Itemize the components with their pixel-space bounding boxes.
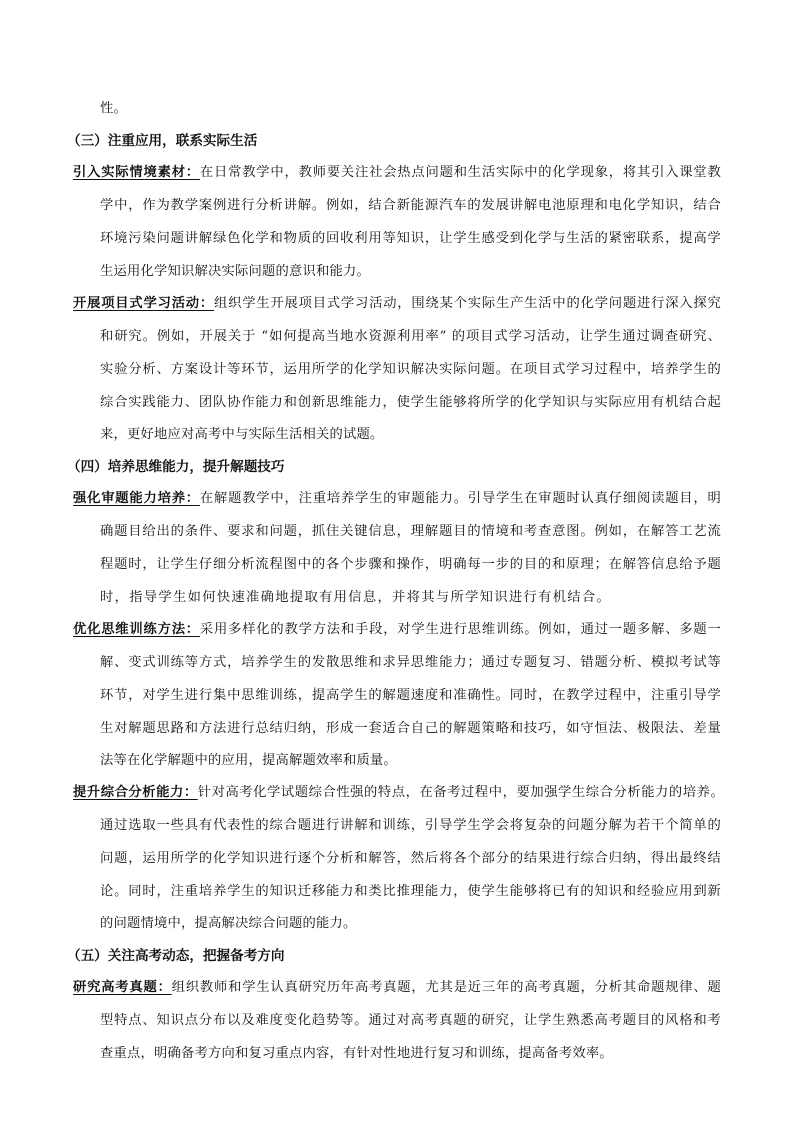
line-text: 查重点，明确备考方向和复习重点内容，有针对性地进行复习和训练，提高备考效率。 bbox=[100, 1046, 613, 1061]
line-text: 采用多样化的教学方法和手段，对学生进行思维训练。例如，通过一题多解、多题一 bbox=[199, 622, 721, 637]
line-text: 论。同时，注重培养学生的知识迁移能力和类比推理能力，使学生能够将已有的知识和经验应用到新 bbox=[100, 884, 721, 899]
line-text: 解、变式训练等方式，培养学生的发散思维和求异思维能力；通过专题复习、错题分析、模拟考试等 bbox=[100, 655, 721, 670]
para-review-4 bbox=[100, 588, 610, 608]
line-text: 学中，作为教学案例进行分析讲解。例如，结合新能源汽车的发展讲解电池原理和电化学知识，结合 bbox=[100, 198, 721, 213]
para-exam-2 bbox=[100, 1011, 721, 1031]
para-analysis-2 bbox=[100, 816, 721, 836]
line-text: 组织教师和学生认真研究历年高考真题，尤其是近三年的高考真题，分析其命题规律、题 bbox=[171, 980, 721, 995]
para-project-3 bbox=[100, 360, 721, 380]
para-thinking-5 bbox=[100, 751, 400, 771]
para-analysis-3 bbox=[100, 849, 721, 869]
line-00 bbox=[100, 99, 127, 119]
para-thinking-4 bbox=[100, 719, 721, 739]
line-text: 组织学生开展项目式学习活动，围绕某个实际生产生活中的化学问题进行深入探究 bbox=[214, 296, 721, 311]
line-text: 综合实践能力、团队协作能力和创新思维能力，使学生能够将所学的化学知识与实际应用有机结合起 bbox=[100, 395, 721, 410]
line-text: 程题时，让学生仔细分析流程图中的各个步骤和操作，明确每一步的目的和原理；在解答信息给予题 bbox=[100, 557, 721, 572]
term-label: 优化思维训练方法： bbox=[73, 622, 200, 637]
heading-5: （五）关注高考动态，把握备考方向 bbox=[67, 948, 285, 964]
line-text: 实验分析、方案设计等环节，运用所学的化学知识解决实际问题。在项目式学习过程中，培养学生的 bbox=[100, 362, 721, 377]
para-review-2 bbox=[100, 522, 721, 542]
line-text: 在日常教学中，教师要关注社会热点问题和生活实际中的化学现象，将其引入课堂教 bbox=[199, 165, 721, 180]
para-intro-real-4 bbox=[100, 262, 380, 282]
line-text: 法等在化学解题中的应用，提高解题效率和质量。 bbox=[100, 753, 397, 768]
line-text: 针对高考化学试题综合性强的特点，在备考过程中，要加强学生综合分析能力的培养。 bbox=[197, 785, 724, 800]
para-analysis-4 bbox=[100, 882, 721, 902]
para-exam-3 bbox=[100, 1044, 613, 1064]
para-project-2 bbox=[100, 327, 721, 347]
para-intro-real-2 bbox=[100, 196, 721, 216]
line-text: 性。 bbox=[100, 101, 127, 116]
term-label: 研究高考真题： bbox=[73, 980, 172, 995]
term-label: 强化审题能力培养： bbox=[73, 491, 200, 506]
line-text: 型特点、知识点分布以及难度变化趋势等。通过对高考真题的研究，让学生熟悉高考题目的风格和考 bbox=[100, 1013, 721, 1028]
term-label: 开展项目式学习活动： bbox=[73, 296, 214, 311]
para-thinking-1 bbox=[73, 620, 721, 640]
para-exam-1 bbox=[73, 978, 721, 998]
line-text: 和研究。例如，开展关于 “如何提高当地水资源利用率” 的项目式学习活动，让学生通过调查研究、 bbox=[100, 329, 721, 344]
term-label: 引入实际情境素材： bbox=[73, 165, 200, 180]
para-review-1 bbox=[73, 489, 721, 509]
line-text: 通过选取一些具有代表性的综合题进行讲解和训练，引导学生学会将复杂的问题分解为若干个简单的 bbox=[100, 818, 721, 833]
para-thinking-2 bbox=[100, 653, 721, 673]
para-intro-real-3 bbox=[100, 229, 721, 249]
para-analysis-5 bbox=[100, 914, 360, 934]
term-label: 提升综合分析能力： bbox=[73, 785, 198, 800]
line-text: 生运用化学知识解决实际问题的意识和能力。 bbox=[100, 264, 370, 279]
para-project-4 bbox=[100, 393, 721, 413]
line-text: 的问题情境中，提高解决综合问题的能力。 bbox=[100, 916, 357, 931]
line-text: 来，更好地应对高考中与实际生活相关的试题。 bbox=[100, 427, 384, 442]
line-text: 生对解题思路和方法进行总结归纳，形成一套适合自己的解题策略和技巧，如守恒法、极限法、差量 bbox=[100, 721, 721, 736]
heading-3: （三）注重应用，联系实际生活 bbox=[67, 133, 258, 149]
line-text: 时，指导学生如何快速准确地提取有用信息，并将其与所学知识进行有机结合。 bbox=[100, 590, 610, 605]
para-thinking-3 bbox=[100, 686, 721, 706]
para-project-5 bbox=[100, 425, 400, 445]
para-analysis-1 bbox=[73, 783, 724, 803]
para-review-3 bbox=[100, 555, 721, 575]
line-text: 问题，运用所学的化学知识进行逐个分析和解答，然后将各个部分的结果进行综合归纳，得出最终结 bbox=[100, 851, 721, 866]
line-text: 在解题教学中，注重培养学生的审题能力。引导学生在审题时认真仔细阅读题目，明 bbox=[199, 491, 721, 506]
para-intro-real-1 bbox=[73, 163, 721, 183]
line-text: 环境污染问题讲解绿色化学和物质的回收利用等知识，让学生感受到化学与生活的紧密联系，提高学 bbox=[100, 231, 721, 246]
para-project-1 bbox=[73, 294, 721, 314]
line-text: 确题目给出的条件、要求和问题，抓住关键信息，理解题目的情境和考查意图。例如，在解答工艺流 bbox=[100, 524, 721, 539]
heading-4: （四）培养思维能力，提升解题技巧 bbox=[67, 459, 285, 475]
line-text: 环节，对学生进行集中思维训练，提高学生的解题速度和准确性。同时，在教学过程中，注重引导学 bbox=[100, 688, 721, 703]
